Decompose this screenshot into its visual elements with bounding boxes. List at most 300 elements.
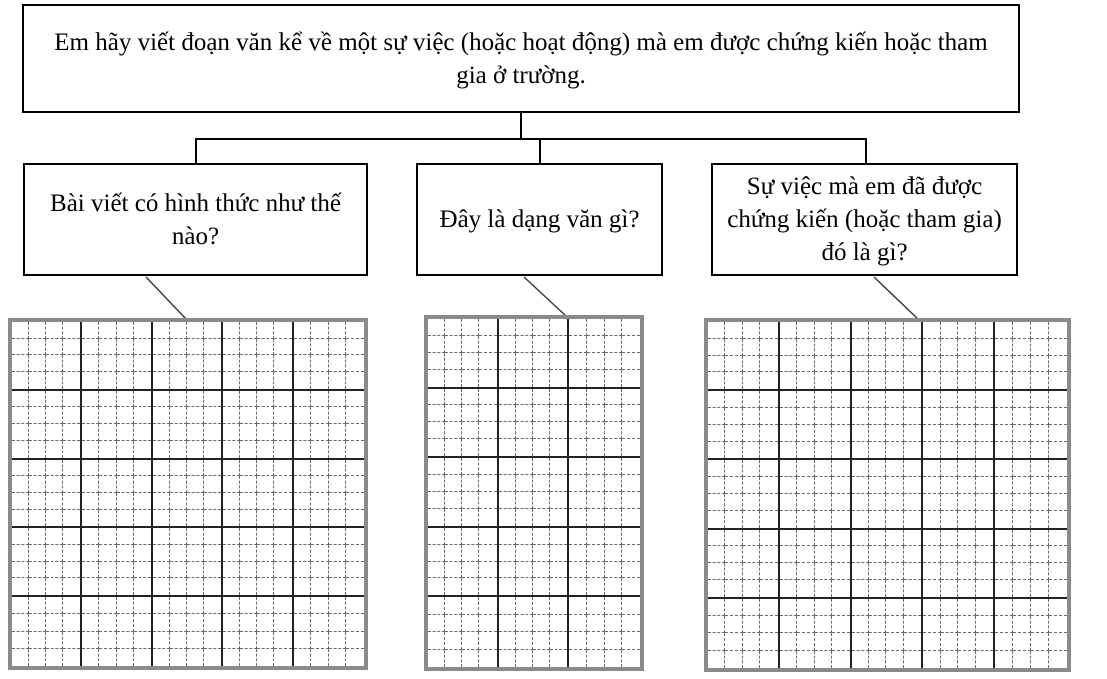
grid-subcell (886, 511, 903, 528)
grid-subcell (832, 442, 849, 459)
grid-subcell (329, 614, 347, 631)
grid-subcell (587, 336, 605, 353)
grid-subcell (187, 424, 204, 441)
grid-subcell (117, 493, 134, 510)
grid-subcell (187, 441, 204, 458)
grid-subcell (622, 650, 640, 667)
grid-subcell (743, 322, 760, 339)
grid-subcell (797, 580, 814, 597)
grid-subcell (223, 460, 240, 477)
grid-subcell (204, 597, 221, 614)
grid-subcell (760, 442, 777, 459)
grid-block (780, 460, 852, 529)
grid-subcell (99, 424, 116, 441)
grid-subcell (815, 616, 832, 633)
grid-subcell (976, 339, 993, 356)
grid-subcell (82, 424, 99, 441)
grid-subcell (886, 356, 903, 373)
grid-block (428, 319, 499, 389)
grid-subcell (1049, 339, 1067, 356)
grid-subcell (1031, 408, 1049, 425)
grid-subcell (223, 372, 240, 389)
grid-subcell (569, 336, 587, 353)
grid-subcell (622, 475, 640, 492)
grid-subcell (46, 614, 63, 631)
grid-subcell (550, 492, 567, 509)
grid-subcell (958, 460, 975, 477)
grid-subcell (550, 615, 567, 632)
grid-subcell (82, 460, 99, 477)
grid-subcell (12, 355, 29, 372)
grid-subcell (29, 322, 46, 339)
grid-subcell (329, 510, 347, 527)
grid-subcell (852, 356, 869, 373)
grid-subcell (605, 389, 623, 406)
answer-grid-genre[interactable] (424, 315, 644, 671)
grid-subcell (923, 616, 940, 633)
grid-subcell (941, 511, 958, 528)
grid-subcell (1013, 530, 1031, 547)
grid-subcell (995, 651, 1013, 668)
grid-subcell (550, 389, 567, 406)
grid-subcell (976, 580, 993, 597)
question-text-format: Bài viết có hình thức như thế nào? (50, 189, 341, 250)
grid-subcell (815, 599, 832, 616)
grid-subcell (170, 562, 187, 579)
grid-subcell (117, 460, 134, 477)
grid-subcell (852, 372, 869, 389)
grid-subcell (550, 319, 567, 336)
grid-subcell (743, 530, 760, 547)
grid-subcell (445, 528, 462, 545)
grid-subcell (311, 493, 329, 510)
grid-subcell (63, 322, 80, 339)
grid-subcell (82, 407, 99, 424)
grid-subcell (516, 562, 533, 579)
grid-subcell (725, 494, 742, 511)
grid-subcell (63, 528, 80, 545)
grid-subcell (516, 650, 533, 667)
grid-subcell (63, 339, 80, 356)
grid-subcell (587, 370, 605, 387)
grid-subcell (153, 460, 170, 477)
grid-subcell (533, 389, 550, 406)
grid-subcell (12, 441, 29, 458)
grid-subcell (204, 339, 221, 356)
grid-subcell (550, 632, 567, 649)
grid-subcell (29, 391, 46, 408)
grid-subcell (995, 460, 1013, 477)
grid-subcell (1013, 356, 1031, 373)
grid-subcell (99, 510, 116, 527)
grid-subcell (725, 546, 742, 563)
grid-subcell (311, 562, 329, 579)
grid-subcell (223, 407, 240, 424)
grid-subcell (815, 633, 832, 650)
grid-subcell (462, 475, 479, 492)
grid-subcell (832, 599, 849, 616)
grid-subcell (46, 493, 63, 510)
grid-block (82, 528, 152, 597)
grid-subcell (12, 339, 29, 356)
grid-subcell (587, 492, 605, 509)
grid-subcell (257, 460, 274, 477)
grid-subcell (153, 510, 170, 527)
grid-subcell (569, 439, 587, 456)
grid-subcell (346, 649, 364, 666)
grid-subcell (869, 530, 886, 547)
grid-subcell (170, 322, 187, 339)
grid-block (294, 322, 364, 391)
grid-subcell (117, 562, 134, 579)
grid-subcell (240, 339, 257, 356)
grid-subcell (760, 651, 777, 668)
grid-subcell (622, 615, 640, 632)
grid-block (153, 528, 223, 597)
grid-subcell (462, 597, 479, 614)
grid-subcell (257, 407, 274, 424)
grid-block (995, 391, 1067, 460)
grid-subcell (428, 370, 445, 387)
grid-block (499, 528, 570, 598)
grid-subcell (82, 355, 99, 372)
grid-subcell (153, 424, 170, 441)
grid-subcell (223, 322, 240, 339)
grid-subcell (445, 509, 462, 526)
grid-subcell (995, 530, 1013, 547)
grid-subcell (743, 372, 760, 389)
grid-subcell (869, 599, 886, 616)
grid-subcell (170, 460, 187, 477)
grid-subcell (869, 511, 886, 528)
grid-subcell (223, 597, 240, 614)
grid-subcell (516, 545, 533, 562)
grid-subcell (923, 633, 940, 650)
grid-subcell (1031, 372, 1049, 389)
grid-subcell (550, 422, 567, 439)
grid-subcell (257, 528, 274, 545)
grid-block (569, 528, 640, 598)
grid-subcell (995, 511, 1013, 528)
grid-subcell (743, 616, 760, 633)
grid-subcell (941, 372, 958, 389)
grid-subcell (797, 425, 814, 442)
grid-subcell (886, 339, 903, 356)
grid-subcell (134, 545, 151, 562)
grid-subcell (605, 562, 623, 579)
grid-subcell (869, 477, 886, 494)
grid-subcell (904, 442, 921, 459)
grid-subcell (274, 528, 291, 545)
grid-block (995, 599, 1067, 668)
grid-subcell (257, 545, 274, 562)
grid-subcell (63, 649, 80, 666)
grid-subcell (274, 322, 291, 339)
grid-subcell (923, 372, 940, 389)
grid-subcell (1049, 651, 1067, 668)
grid-subcell (886, 530, 903, 547)
grid-subcell (294, 339, 312, 356)
grid-subcell (257, 355, 274, 372)
grid-subcell (170, 597, 187, 614)
grid-subcell (99, 460, 116, 477)
grid-subcell (170, 355, 187, 372)
grid-subcell (569, 545, 587, 562)
grid-subcell (1031, 477, 1049, 494)
grid-subcell (12, 528, 29, 545)
grid-subcell (134, 460, 151, 477)
grid-subcell (904, 391, 921, 408)
grid-subcell (725, 408, 742, 425)
grid-subcell (886, 442, 903, 459)
grid-subcell (852, 530, 869, 547)
grid-subcell (1031, 616, 1049, 633)
grid-subcell (533, 597, 550, 614)
grid-subcell (605, 336, 623, 353)
grid-subcell (743, 477, 760, 494)
grid-subcell (294, 578, 312, 595)
grid-subcell (708, 442, 725, 459)
grid-subcell (725, 442, 742, 459)
grid-subcell (117, 578, 134, 595)
grid-subcell (516, 405, 533, 422)
grid-block (780, 322, 852, 391)
grid-subcell (725, 425, 742, 442)
grid-subcell (708, 372, 725, 389)
grid-subcell (329, 339, 347, 356)
grid-subcell (832, 563, 849, 580)
grid-subcell (852, 511, 869, 528)
grid-subcell (46, 476, 63, 493)
grid-subcell (223, 545, 240, 562)
grid-subcell (346, 614, 364, 631)
grid-subcell (223, 614, 240, 631)
grid-subcell (445, 422, 462, 439)
grid-subcell (311, 632, 329, 649)
grid-subcell (941, 391, 958, 408)
grid-subcell (479, 597, 496, 614)
grid-subcell (622, 509, 640, 526)
grid-subcell (479, 336, 496, 353)
grid-subcell (445, 405, 462, 422)
grid-subcell (587, 615, 605, 632)
grid-subcell (708, 563, 725, 580)
answer-grid-event[interactable] (704, 318, 1071, 672)
grid-subcell (1031, 494, 1049, 511)
grid-subcell (329, 424, 347, 441)
grid-subcell (170, 441, 187, 458)
grid-subcell (1049, 494, 1067, 511)
grid-subcell (462, 528, 479, 545)
grid-subcell (346, 597, 364, 614)
grid-subcell (223, 339, 240, 356)
grid-subcell (516, 578, 533, 595)
grid-subcell (187, 510, 204, 527)
grid-subcell (12, 460, 29, 477)
grid-subcell (569, 389, 587, 406)
grid-subcell (725, 580, 742, 597)
grid-subcell (797, 530, 814, 547)
grid-subcell (1031, 322, 1049, 339)
grid-subcell (708, 322, 725, 339)
grid-subcell (550, 545, 567, 562)
grid-subcell (311, 476, 329, 493)
grid-subcell (708, 460, 725, 477)
grid-subcell (569, 509, 587, 526)
grid-subcell (428, 492, 445, 509)
grid-subcell (479, 458, 496, 475)
grid-subcell (587, 632, 605, 649)
grid-subcell (622, 597, 640, 614)
grid-subcell (622, 405, 640, 422)
grid-subcell (346, 460, 364, 477)
grid-subcell (428, 632, 445, 649)
grid-subcell (605, 458, 623, 475)
grid-subcell (797, 599, 814, 616)
grid-subcell (428, 545, 445, 562)
grid-subcell (958, 633, 975, 650)
grid-subcell (204, 614, 221, 631)
grid-subcell (743, 356, 760, 373)
grid-subcell (12, 372, 29, 389)
grid-subcell (832, 494, 849, 511)
grid-subcell (479, 492, 496, 509)
grid-block (852, 322, 924, 391)
grid-subcell (869, 580, 886, 597)
grid-subcell (46, 424, 63, 441)
grid-subcell (1013, 391, 1031, 408)
grid-subcell (1049, 391, 1067, 408)
grid-subcell (743, 580, 760, 597)
grid-subcell (904, 511, 921, 528)
grid-subcell (153, 339, 170, 356)
grid-subcell (1031, 651, 1049, 668)
grid-subcell (223, 510, 240, 527)
grid-subcell (797, 511, 814, 528)
grid-subcell (170, 391, 187, 408)
grid-subcell (780, 651, 797, 668)
grid-subcell (725, 651, 742, 668)
grid-subcell (204, 355, 221, 372)
grid-subcell (797, 633, 814, 650)
grid-subcell (958, 580, 975, 597)
grid-subcell (294, 372, 312, 389)
grid-subcell (1049, 511, 1067, 528)
grid-subcell (976, 530, 993, 547)
grid-subcell (852, 580, 869, 597)
grid-subcell (976, 633, 993, 650)
grid-subcell (204, 372, 221, 389)
grid-subcell (294, 460, 312, 477)
grid-subcell (941, 546, 958, 563)
grid-subcell (923, 530, 940, 547)
grid-subcell (869, 651, 886, 668)
grid-subcell (499, 370, 516, 387)
grid-subcell (780, 546, 797, 563)
grid-subcell (329, 391, 347, 408)
grid-subcell (569, 650, 587, 667)
grid-subcell (99, 441, 116, 458)
grid-subcell (99, 322, 116, 339)
grid-subcell (780, 442, 797, 459)
prompt-text: Em hãy viết đoạn văn kể về một sự việc (hoặc hoạt động) mà em được chứng kiến hoặc tham gia ở trường. (54, 28, 988, 89)
grid-subcell (605, 492, 623, 509)
prompt-box (22, 4, 1020, 113)
grid-subcell (63, 493, 80, 510)
grid-subcell (923, 339, 940, 356)
grid-subcell (428, 319, 445, 336)
grid-subcell (346, 578, 364, 595)
grid-subcell (204, 441, 221, 458)
question-box-event (711, 163, 1018, 276)
grid-block (294, 597, 364, 666)
grid-subcell (1031, 339, 1049, 356)
grid-subcell (797, 408, 814, 425)
grid-subcell (958, 372, 975, 389)
grid-subcell (815, 511, 832, 528)
grid-subcell (170, 339, 187, 356)
grid-subcell (346, 339, 364, 356)
grid-subcell (886, 372, 903, 389)
grid-subcell (187, 649, 204, 666)
grid-subcell (976, 616, 993, 633)
grid-subcell (1031, 391, 1049, 408)
grid-subcell (445, 492, 462, 509)
grid-subcell (1049, 546, 1067, 563)
grid-subcell (99, 476, 116, 493)
grid-subcell (274, 391, 291, 408)
answer-grid-format[interactable] (8, 318, 368, 670)
grid-subcell (569, 578, 587, 595)
grid-subcell (479, 650, 496, 667)
grid-subcell (153, 407, 170, 424)
grid-subcell (329, 545, 347, 562)
grid-block (153, 460, 223, 529)
grid-subcell (976, 546, 993, 563)
grid-block (82, 322, 152, 391)
grid-block (499, 597, 570, 667)
grid-subcell (346, 391, 364, 408)
grid-subcell (1013, 563, 1031, 580)
grid-subcell (923, 580, 940, 597)
grid-subcell (587, 389, 605, 406)
grid-subcell (63, 391, 80, 408)
grid-subcell (815, 460, 832, 477)
grid-subcell (780, 339, 797, 356)
grid-subcell (743, 563, 760, 580)
grid-subcell (311, 510, 329, 527)
grid-subcell (187, 545, 204, 562)
grid-subcell (428, 597, 445, 614)
grid-subcell (170, 493, 187, 510)
grid-subcell (780, 494, 797, 511)
grid-block (499, 389, 570, 459)
grid-subcell (170, 528, 187, 545)
grid-subcell (780, 460, 797, 477)
grid-subcell (941, 530, 958, 547)
grid-subcell (886, 633, 903, 650)
grid-subcell (29, 493, 46, 510)
grid-subcell (550, 475, 567, 492)
grid-subcell (294, 597, 312, 614)
grid-subcell (995, 425, 1013, 442)
grid-block (428, 389, 499, 459)
grid-subcell (533, 562, 550, 579)
grid-subcell (29, 476, 46, 493)
grid-subcell (329, 322, 347, 339)
grid-block (923, 391, 995, 460)
grid-subcell (46, 545, 63, 562)
